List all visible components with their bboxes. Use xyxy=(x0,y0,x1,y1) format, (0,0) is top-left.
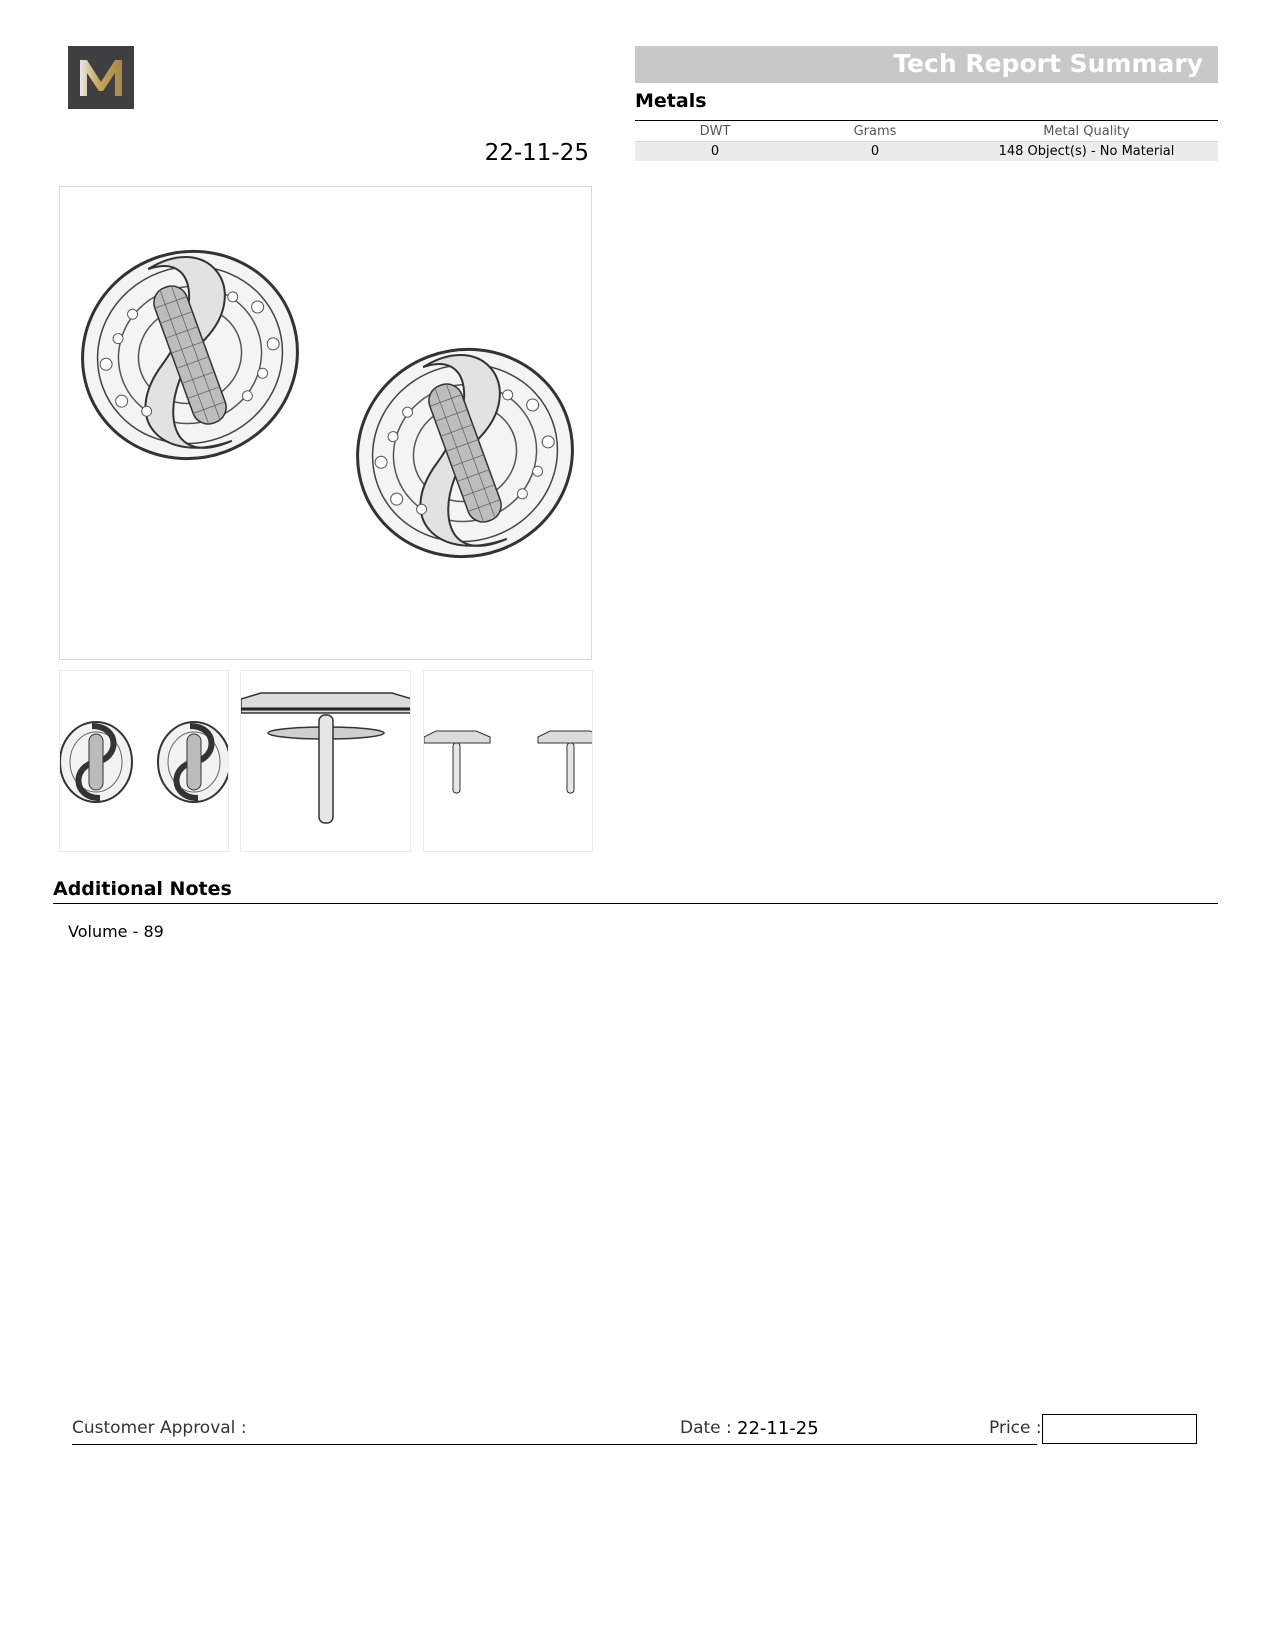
earrings-front-icon xyxy=(60,671,229,852)
price-box[interactable] xyxy=(1042,1414,1197,1444)
cell-metal-quality: 148 Object(s) - No Material xyxy=(955,142,1218,162)
earring-left-icon xyxy=(60,221,327,488)
earring-right-icon xyxy=(328,319,593,586)
thumbnail-side-view xyxy=(240,670,411,852)
signature-line xyxy=(72,1444,1037,1445)
report-date: 22-11-25 xyxy=(484,140,589,166)
report-header-bar xyxy=(635,46,1218,83)
customer-approval-label: Customer Approval : xyxy=(72,1418,247,1438)
main-render-view xyxy=(59,186,592,660)
column-header-metal-quality: Metal Quality xyxy=(955,121,1218,142)
price-label: Price : xyxy=(989,1418,1042,1438)
notes-divider xyxy=(53,903,1218,904)
metals-section-title: Metals xyxy=(635,90,707,112)
notes-section-title: Additional Notes xyxy=(53,878,232,900)
earring-side-icon xyxy=(241,671,411,852)
approval-date-value: 22-11-25 xyxy=(737,1418,819,1439)
column-header-dwt: DWT xyxy=(635,121,795,142)
earrings-side-pair-icon xyxy=(424,671,593,852)
thumbnail-front-view xyxy=(59,670,229,852)
cell-grams: 0 xyxy=(795,142,955,162)
approval-date-label: Date : xyxy=(680,1418,732,1438)
thumbnail-side-pair-view xyxy=(423,670,593,852)
metals-table xyxy=(635,121,1218,161)
company-logo xyxy=(68,46,134,109)
table-row xyxy=(635,142,1218,162)
column-header-grams: Grams xyxy=(795,121,955,142)
logo-m-icon xyxy=(68,46,134,109)
report-title: Tech Report Summary xyxy=(893,49,1203,78)
metals-header-row xyxy=(635,121,1218,142)
earrings-render-image xyxy=(60,187,593,661)
notes-text: Volume - 89 xyxy=(68,922,164,941)
cell-dwt: 0 xyxy=(635,142,795,162)
